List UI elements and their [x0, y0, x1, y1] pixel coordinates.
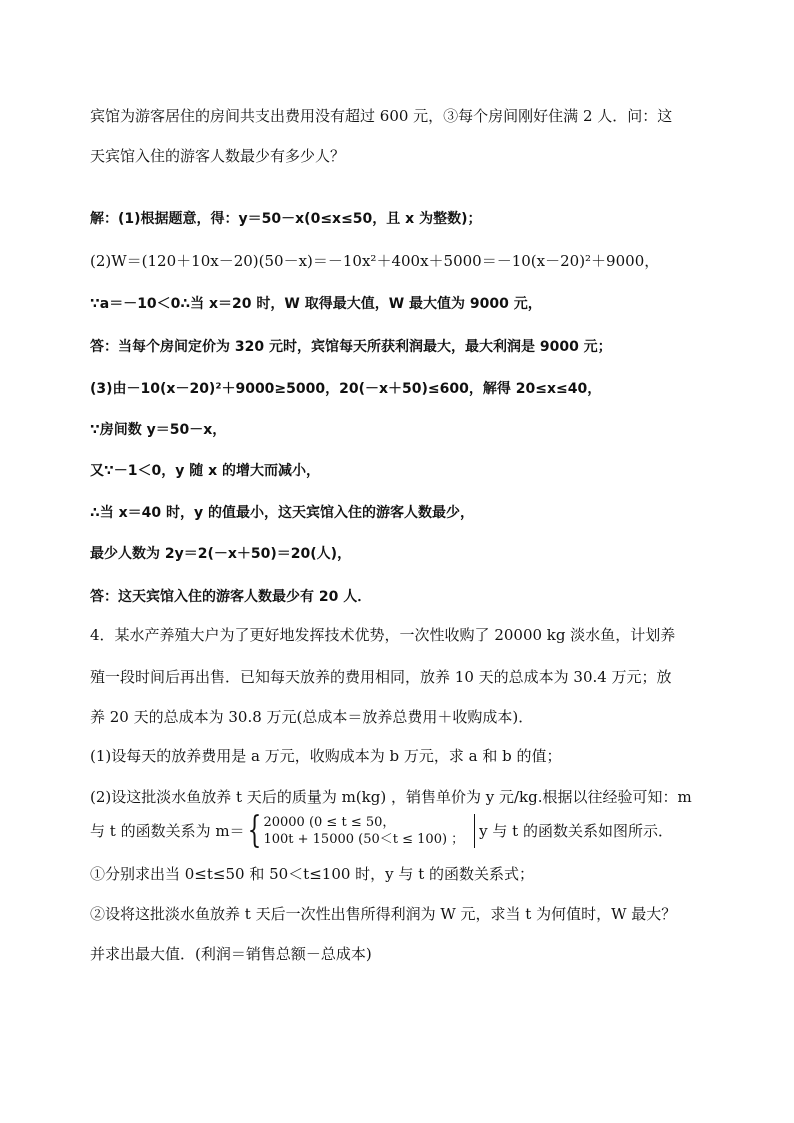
solution-line: 最少人数为 2y＝2(－x＋50)＝20(人)， — [90, 546, 352, 562]
right-bar — [474, 814, 475, 848]
piecewise-case-2: 100t + 15000 (50＜t ≤ 100) ； — [263, 832, 465, 847]
solution-line: 解：(1)根据题意，得：y＝50－x(0≤x≤50，且 x 为整数)； — [90, 211, 482, 227]
solution-line: ∵a＝－10＜0∴当 x＝20 时，W 取得最大值，W 最大值为 9000 元， — [90, 296, 542, 312]
problem-text-line: (1)设每天的放养费用是 a 万元，收购成本为 b 万元，求 a 和 b 的值； — [90, 747, 562, 765]
piecewise-case-1: 20000 (0 ≤ t ≤ 50， — [263, 815, 396, 830]
solution-line: ∵房间数 y＝50－x， — [90, 422, 227, 438]
problem-text-line: 养 20 天的总成本为 30.8 万元(总成本＝放养总费用＋收购成本)． — [90, 708, 534, 726]
solution-answer-line: 答：当每个房间定价为 320 元时，宾馆每天所获利润最大，最大利润是 9000 元； — [90, 339, 612, 355]
solution-line: (3)由－10(x－20)²＋9000≥5000，20(－x＋50)≤600，解得 20≤x≤40， — [90, 381, 602, 397]
solution-answer-line: 答：这天宾馆入住的游客人数最少有 20 人． — [90, 589, 372, 605]
problem-text-line: 殖一段时间后再出售．已知每天放养的费用相同，放养 10 天的总成本为 30.4 万元；放 — [90, 668, 672, 686]
problem-text-line: ①分别求出当 0≤t≤50 和 50＜t≤100 时，y 与 t 的函数关系式； — [90, 865, 534, 883]
problem-text-line: 天宾馆入住的游客人数最少有多少人？ — [90, 147, 346, 165]
solution-line: 又∵－1＜0，y 随 x 的增大而减小， — [90, 463, 321, 479]
piecewise-prefix: 与 t 的函数关系为 m＝ — [90, 822, 245, 840]
left-brace: { — [247, 810, 261, 851]
problem-text-line: 宾馆为游客居住的房间共支出费用没有超过 600 元，③每个房间刚好住满 2 人．问：这 — [90, 107, 673, 125]
problem-text-line: (2)设这批淡水鱼放养 t 天后的质量为 m(kg) ，销售单价为 y 元/kg.根据以往经验可知：m — [90, 788, 692, 806]
piecewise-suffix: y 与 t 的函数关系如图所示． — [479, 822, 673, 840]
solution-line: (2)W＝(120＋10x－20)(50－x)＝－10x²＋400x＋5000＝－10(x－20)²＋9000， — [90, 252, 660, 270]
problem-text-line: ②设将这批淡水鱼放养 t 天后一次性出售所得利润为 W 元，求当 t 为何值时，W 最大？ — [90, 905, 677, 923]
problem-text-line: 并求出最大值．(利润＝销售总额－总成本) — [90, 945, 372, 963]
solution-line: ∴当 x＝40 时，y 的值最小，这天宾馆入住的游客人数最少， — [90, 505, 475, 521]
piecewise-cases — [263, 814, 464, 848]
problem-text-line: 4．某水产养殖大户为了更好地发挥技术优势，一次性收购了 20000 kg 淡水鱼，计划养 — [90, 626, 676, 644]
piecewise-function-line — [90, 810, 673, 851]
